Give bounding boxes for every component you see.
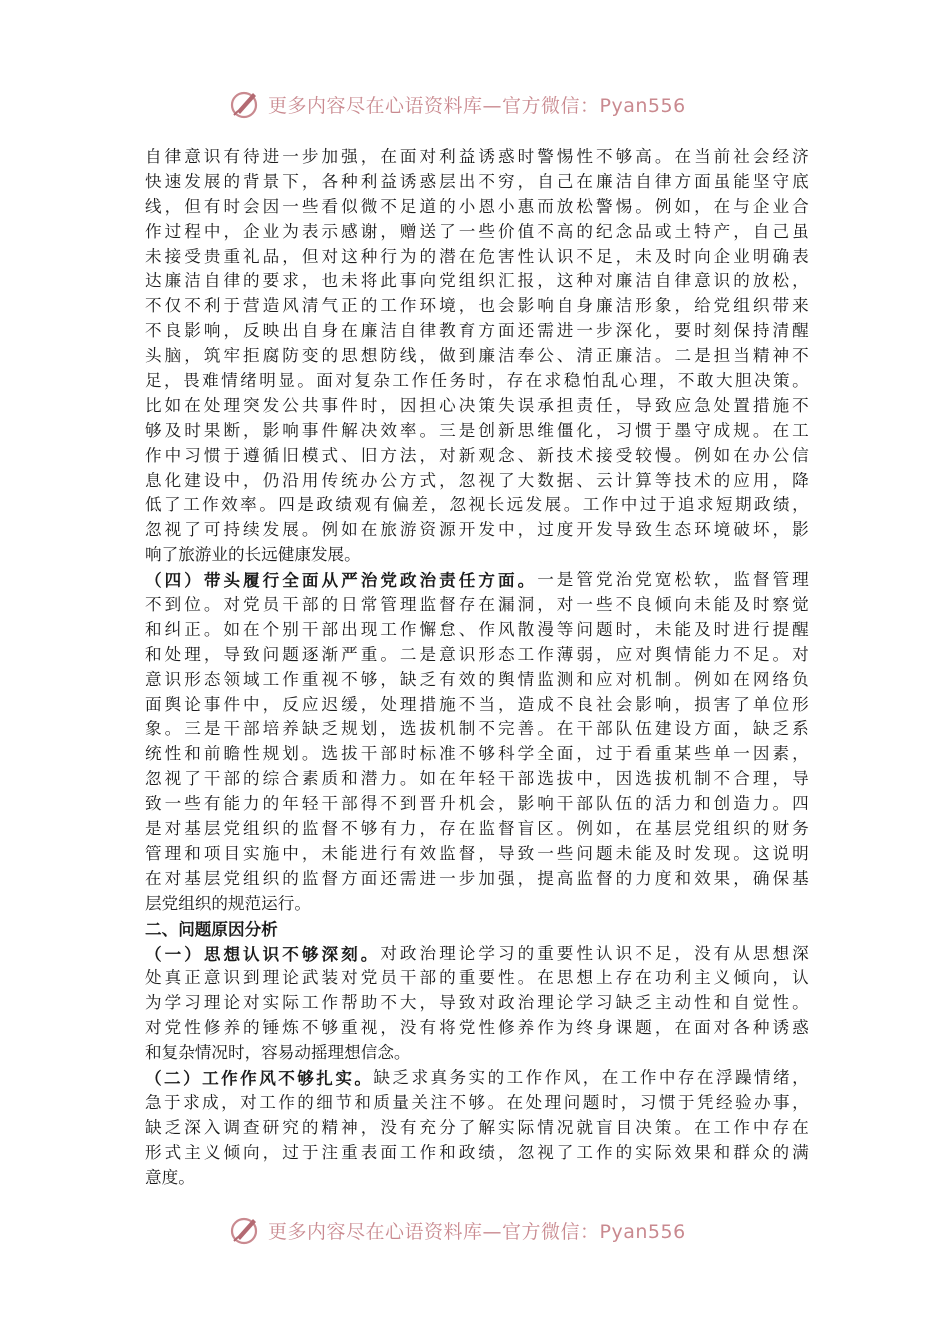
- text-line: 形 式 主 义 倾 向 ， 过 于 注 重 表 面 工 作 和 政 绩 ， 忽 视 了 工 作 的 实 际 效 果 和 群 众 的 满: [145, 1142, 809, 1162]
- text-line: 对 党 性 修 养 的 锤 炼 不 够 重 视 ， 没 有 将 党 性 修 养 作 为 终 身 课 题 ， 在 面 对 各 种 诱 惑: [145, 1018, 809, 1038]
- text-line: 缺 乏 深 入 调 查 研 究 的 精 神 ， 没 有 充 分 了 解 实 际 情 况 就 盲 目 决 策 。 在 工 作 中 存 在: [145, 1117, 809, 1137]
- text-line: 作 中 习 惯 于 遵 循 旧 模 式 、 旧 方 法 ， 对 新 观 念 、 新 技 术 接 受 较 慢 。 例 如 在 办 公 信: [145, 445, 809, 465]
- text-line: 是 对 基 层 党 组 织 的 监 督 不 够 有 力 ， 存 在 监 督 盲 区 。 例 如 ， 在 基 层 党 组 织 的 财 务: [145, 819, 809, 839]
- text-line: 足 ， 畏 难 情 绪 明 显 。 面 对 复 杂 工 作 任 务 时 ， 存 在 求 稳 怕 乱 心 理 ， 不 敢 大 胆 决 策 。: [145, 371, 809, 391]
- text-line: 意 度 。: [145, 1167, 195, 1187]
- text-line: 不 仅 不 利 于 营 造 风 清 气 正 的 工 作 环 境 ， 也 会 影 响 自 身 廉 洁 形 象 ， 给 党 组 织 带 来: [145, 296, 809, 316]
- footer-banner: [228, 1212, 748, 1248]
- text-line: 作 过 程 中 ， 企 业 为 表 示 感 谢 ， 赠 送 了 一 些 价 值 不 高 的 纪 念 品 或 土 特 产 ， 自 己 虽: [145, 221, 809, 241]
- text-line: 和 纠 正 。 如 在 个 别 干 部 出 现 工 作 懈 怠 、 作 风 散 漫 等 问 题 时 ， 未 能 及 时 进 行 提 醒: [145, 619, 809, 639]
- text-line: 线 ， 但 有 时 会 因 一 些 看 似 微 不 足 道 的 小 恩 小 惠 而 放 松 警 惕 。 例 如 ， 在 与 企 业 合: [145, 196, 809, 216]
- banner-text: 更多内容尽在心语资料库—官方微信：Pyan556: [268, 94, 686, 117]
- text-line: （ 一 ） 思 想 认 识 不 够 深 刻 。 对 政 治 理 论 学 习 的 重 要 性 认 识 不 足 ， 没 有 从 思 想 深: [145, 943, 809, 964]
- text-line: 层 党 组 织 的 规 范 运 行 。: [145, 893, 311, 913]
- text-line: 和 复 杂 情 况 时 ， 容 易 动 摇 理 想 信 念 。: [145, 1043, 411, 1063]
- quill-logo-icon: [228, 1213, 262, 1247]
- text-line: （ 四 ） 带 头 履 行 全 面 从 严 治 党 政 治 责 任 方 面 。 一 是 管 党 治 党 宽 松 软 ， 监 督 管 理: [145, 570, 809, 591]
- text-line: （ 二 ） 工 作 作 风 不 够 扎 实 。 缺 乏 求 真 务 实 的 工 作 作 风 ， 在 工 作 中 存 在 浮 躁 情 绪 ，: [145, 1067, 809, 1088]
- text-line: 达 廉 洁 自 律 的 要 求 ， 也 未 将 此 事 向 党 组 织 汇 报 ， 这 种 对 廉 洁 自 律 意 识 的 放 松 ，: [145, 271, 809, 291]
- text-line: 在 对 基 层 党 组 织 的 监 督 方 面 还 需 进 一 步 加 强 ， 提 高 监 督 的 力 度 和 效 果 ， 确 保 基: [145, 868, 809, 888]
- document-body: [145, 145, 809, 1190]
- text-line: 统 性 和 前 瞻 性 规 划 。 选 拔 干 部 时 标 准 不 够 科 学 全 面 ， 过 于 看 重 某 些 单 一 因 素 ，: [145, 744, 809, 764]
- text-line: 管 理 和 项 目 实 施 中 ， 未 能 进 行 有 效 监 督 ， 导 致 一 些 问 题 未 能 及 时 发 现 。 这 说 明: [145, 843, 809, 863]
- text-line: 快 速 发 展 的 背 景 下 ， 各 种 利 益 诱 惑 层 出 不 穷 ， 自 己 在 廉 洁 自 律 方 面 虽 能 坚 守 底: [145, 171, 809, 191]
- text-line: 未 接 受 贵 重 礼 品 ， 但 对 这 种 行 为 的 潜 在 危 害 性 认 识 不 足 ， 未 及 时 向 企 业 明 确 表: [145, 246, 809, 266]
- text-line: 忽 视 了 可 持 续 发 展 。 例 如 在 旅 游 资 源 开 发 中 ， 过 度 开 发 导 致 生 态 环 境 破 坏 ， 影: [145, 520, 809, 540]
- text-line: 低 了 工 作 效 率 。 四 是 政 绩 观 有 偏 差 ， 忽 视 长 远 发 展 。 工 作 中 过 于 追 求 短 期 政 绩 ，: [145, 495, 809, 515]
- text-line: 比 如 在 处 理 突 发 公 共 事 件 时 ， 因 担 心 决 策 失 误 承 担 责 任 ， 导 致 应 急 处 置 措 施 不: [145, 395, 809, 415]
- text-line: 不 到 位 。 对 党 员 干 部 的 日 常 管 理 监 督 存 在 漏 洞 ， 对 一 些 不 良 倾 向 未 能 及 时 察 觉: [145, 595, 809, 615]
- text-line: 头 脑 ， 筑 牢 拒 腐 防 变 的 思 想 防 线 ， 做 到 廉 洁 奉 公 、 清 正 廉 洁 。 二 是 担 当 精 神 不: [145, 346, 809, 366]
- text-line: 象 。 三 是 干 部 培 养 缺 乏 规 划 ， 选 拔 机 制 不 完 善 。 在 干 部 队 伍 建 设 方 面 ， 缺 乏 系: [145, 719, 809, 739]
- text-line: 和 处 理 ， 导 致 问 题 逐 渐 严 重 。 二 是 意 识 形 态 工 作 薄 弱 ， 应 对 舆 情 能 力 不 足 。 对: [145, 644, 809, 664]
- text-line: 够 及 时 果 断 ， 影 响 事 件 解 决 效 率 。 三 是 创 新 思 维 僵 化 ， 习 惯 于 墨 守 成 规 。 在 工: [145, 420, 809, 440]
- text-line: 息 化 建 设 中 ， 仍 沿 用 传 统 办 公 方 式 ， 忽 视 了 大 数 据 、 云 计 算 等 技 术 的 应 用 ， 降: [145, 470, 809, 490]
- text-line: 意 识 形 态 领 域 工 作 重 视 不 够 ， 缺 乏 有 效 的 舆 情 监 测 和 应 对 机 制 。 例 如 在 网 络 负: [145, 669, 809, 689]
- text-line: 面 舆 论 事 件 中 ， 反 应 迟 缓 ， 处 理 措 施 不 当 ， 造 成 不 良 社 会 影 响 ， 损 害 了 单 位 形: [145, 694, 809, 714]
- banner-text: 更多内容尽在心语资料库—官方微信：Pyan556: [268, 1220, 686, 1243]
- text-line: 忽 视 了 干 部 的 综 合 素 质 和 潜 力 。 如 在 年 轻 干 部 选 拔 中 ， 因 选 拔 机 制 不 合 理 ， 导: [145, 769, 809, 789]
- text-line: 致 一 些 有 能 力 的 年 轻 干 部 得 不 到 晋 升 机 会 ， 影 响 干 部 队 伍 的 活 力 和 创 造 力 。 四: [145, 794, 809, 814]
- text-line: 处 真 正 意 识 到 理 论 武 装 对 党 员 干 部 的 重 要 性 。 在 思 想 上 存 在 功 利 主 义 倾 向 ， 认: [145, 968, 809, 988]
- text-line: 为 学 习 理 论 对 实 际 工 作 帮 助 不 大 ， 导 致 对 政 治 理 论 学 习 缺 乏 主 动 性 和 自 觉 性 。: [145, 993, 809, 1013]
- quill-logo-icon: [228, 87, 262, 121]
- text-line: 急 于 求 成 ， 对 工 作 的 细 节 和 质 量 关 注 不 够 。 在 处 理 问 题 时 ， 习 惯 于 凭 经 验 办 事 ，: [145, 1092, 809, 1112]
- text-line: 二 、 问 题 原 因 分 析: [145, 918, 278, 939]
- header-banner: [228, 86, 748, 122]
- text-line: 响 了 旅 游 业 的 长 远 健 康 发 展 。: [145, 545, 361, 565]
- text-line: 不 良 影 响 ， 反 映 出 自 身 在 廉 洁 自 律 教 育 方 面 还 需 进 一 步 深 化 ， 要 时 刻 保 持 清 醒: [145, 321, 809, 341]
- text-line: 自 律 意 识 有 待 进 一 步 加 强 ， 在 面 对 利 益 诱 惑 时 警 惕 性 不 够 高 。 在 当 前 社 会 经 济: [145, 147, 809, 166]
